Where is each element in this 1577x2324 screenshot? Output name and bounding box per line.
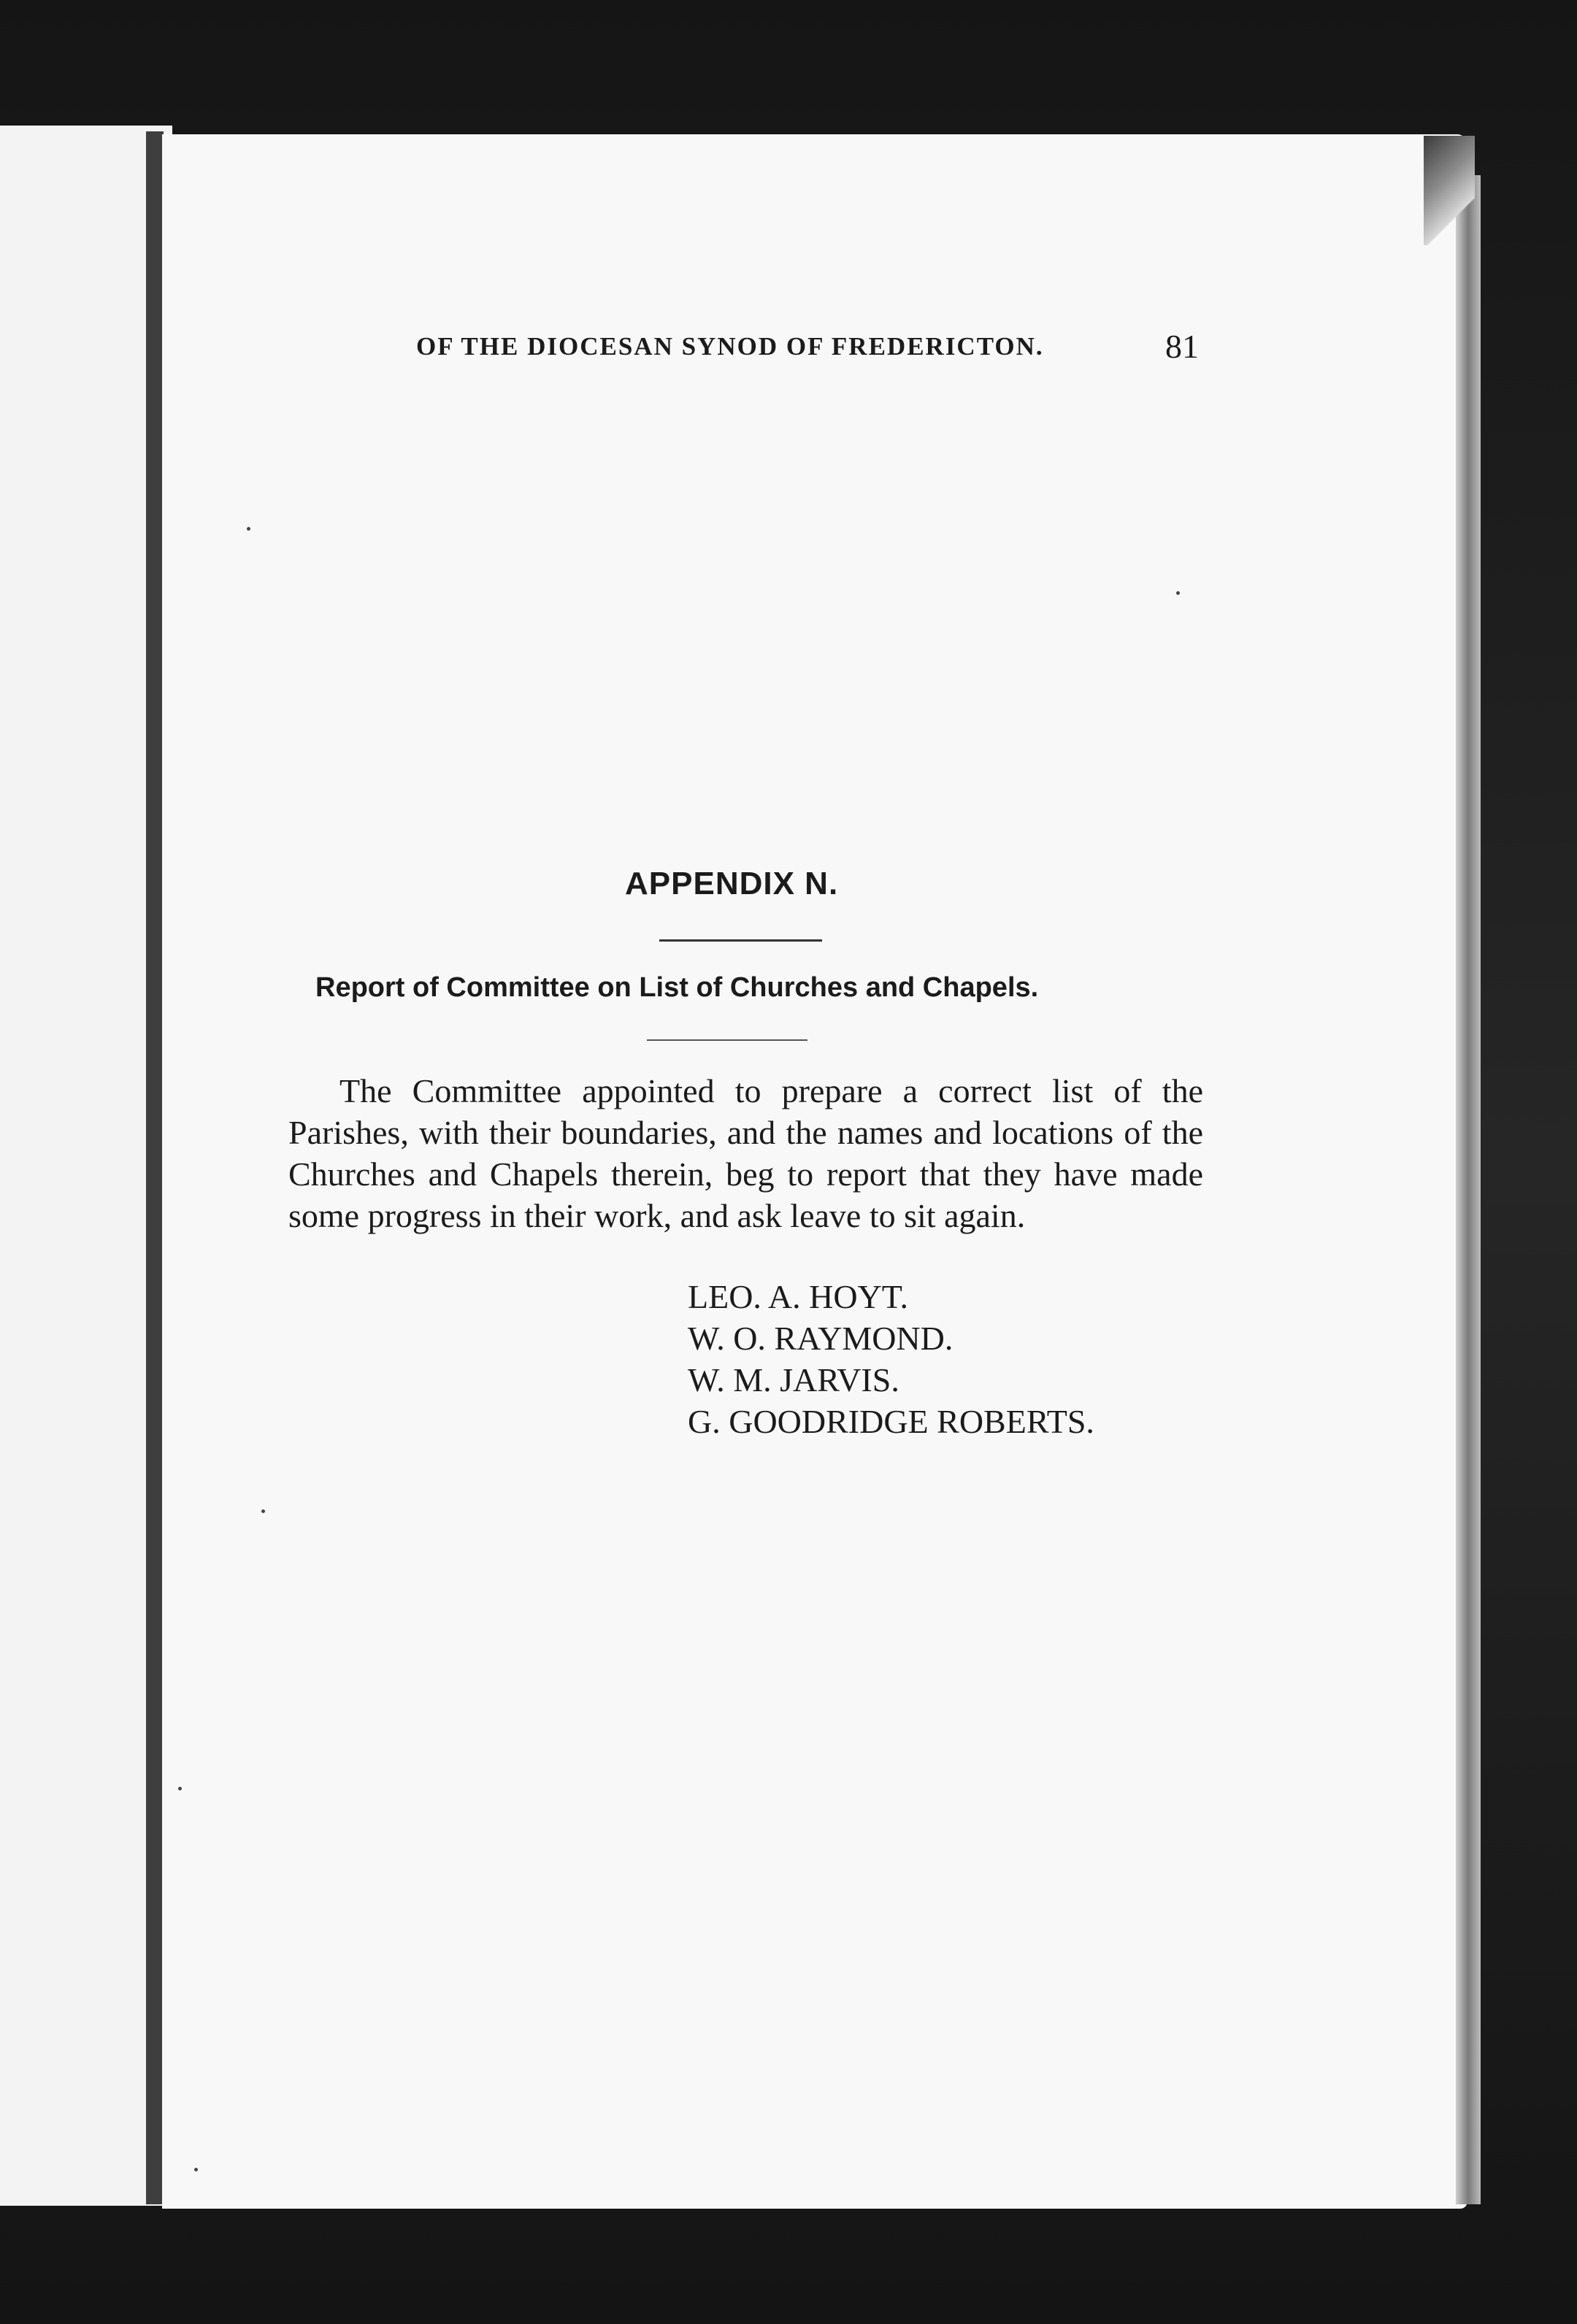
signature: W. M. JARVIS. bbox=[688, 1361, 899, 1398]
scan-speck bbox=[194, 2168, 198, 2171]
scan-speck bbox=[261, 1509, 265, 1513]
appendix-title: APPENDIX N. bbox=[625, 866, 839, 901]
signature: LEO. A. HOYT. bbox=[688, 1278, 908, 1315]
scan-speck bbox=[178, 1787, 182, 1790]
page-corner-fold bbox=[1424, 136, 1475, 245]
report-title: Report of Committee on List of Churches and Chapels. bbox=[315, 972, 1039, 1003]
signature-list bbox=[688, 1276, 1094, 1442]
report-body: The Committee appointed to prepare a correct list of the Parishes, with their boundaries, and the names and locations of the Churches and Chapels therein, beg to report that they have made some progress in their work, and ask leave to sit again. bbox=[288, 1072, 1203, 1234]
title-rule bbox=[659, 939, 822, 942]
running-head: OF THE DIOCESAN SYNOD OF FREDERICTON. bbox=[416, 332, 1044, 361]
scan-speck bbox=[1176, 591, 1180, 595]
section-rule bbox=[647, 1039, 807, 1041]
book-gutter bbox=[146, 131, 164, 2204]
page-stack-edge bbox=[1456, 175, 1481, 2204]
signature: W. O. RAYMOND. bbox=[688, 1320, 954, 1357]
page-number: 81 bbox=[1165, 328, 1199, 365]
signature: G. GOODRIDGE ROBERTS. bbox=[688, 1403, 1094, 1440]
scan-speck bbox=[247, 527, 250, 531]
